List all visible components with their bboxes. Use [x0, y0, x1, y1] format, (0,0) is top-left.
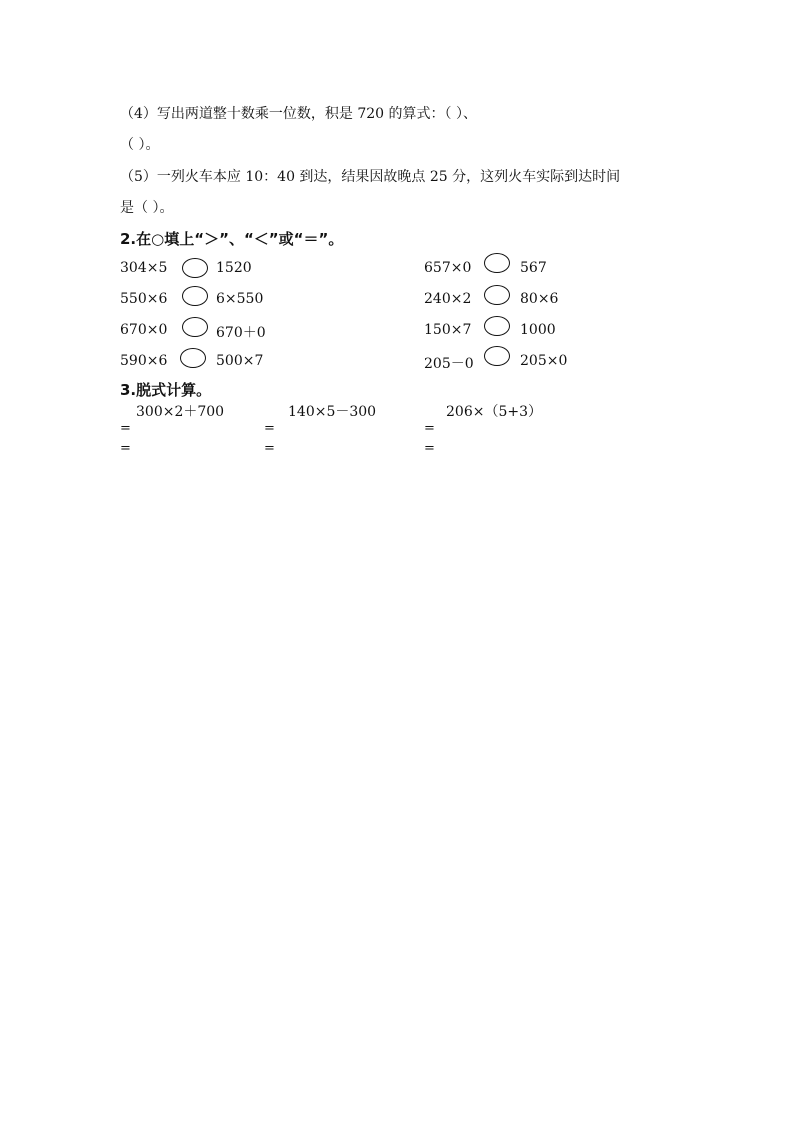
- compare-right-expr: 1000: [520, 322, 556, 338]
- equals-sign: =: [264, 421, 275, 436]
- compare-right-expr: 80×6: [520, 291, 559, 307]
- compare-left-expr: 150×7: [424, 322, 472, 338]
- compare-circle[interactable]: [484, 316, 510, 336]
- compare-right-expr: 567: [520, 260, 547, 276]
- compare-right-expr: 6×550: [216, 291, 264, 307]
- compare-left-expr: 590×6: [120, 353, 168, 369]
- compare-circle[interactable]: [484, 346, 510, 366]
- calc-expression: 206×（5+3）: [446, 404, 542, 420]
- compare-left-expr: 304×5: [120, 260, 168, 276]
- question-5-line-2: 是（ ）。: [120, 200, 174, 216]
- compare-right-expr: 500×7: [216, 353, 264, 369]
- equals-sign: =: [264, 441, 275, 456]
- compare-circle[interactable]: [484, 253, 510, 273]
- question-4-line-1: （4）写出两道整十数乘一位数，积是 720 的算式：（ ）、: [120, 106, 477, 122]
- compare-circle[interactable]: [182, 258, 208, 278]
- compare-left-expr: 657×0: [424, 260, 472, 276]
- question-4-line-2: （ ）。: [120, 137, 160, 153]
- section-3-title: 3.脱式计算。: [120, 381, 212, 399]
- compare-left-expr: 550×6: [120, 291, 168, 307]
- question-5-line-1: （5）一列火车本应 10：40 到达，结果因故晚点 25 分，这列火车实际到达时间: [120, 169, 621, 185]
- equals-sign: =: [424, 441, 435, 456]
- compare-left-expr: 205－0: [424, 356, 474, 372]
- compare-circle[interactable]: [182, 286, 208, 306]
- compare-left-expr: 240×2: [424, 291, 472, 307]
- compare-right-expr: 670＋0: [216, 325, 266, 341]
- compare-right-expr: 205×0: [520, 353, 568, 369]
- compare-right-expr: 1520: [216, 260, 252, 276]
- calc-expression: 300×2＋700: [136, 404, 225, 420]
- equals-sign: =: [120, 441, 131, 456]
- compare-left-expr: 670×0: [120, 322, 168, 338]
- section-2-title: 2.在○填上“＞”、“＜”或“＝”。: [120, 230, 344, 248]
- calc-expression: 140×5－300: [288, 404, 377, 420]
- compare-circle[interactable]: [180, 348, 206, 368]
- compare-circle[interactable]: [182, 317, 208, 337]
- compare-circle[interactable]: [484, 285, 510, 305]
- equals-sign: =: [424, 421, 435, 436]
- equals-sign: =: [120, 421, 131, 436]
